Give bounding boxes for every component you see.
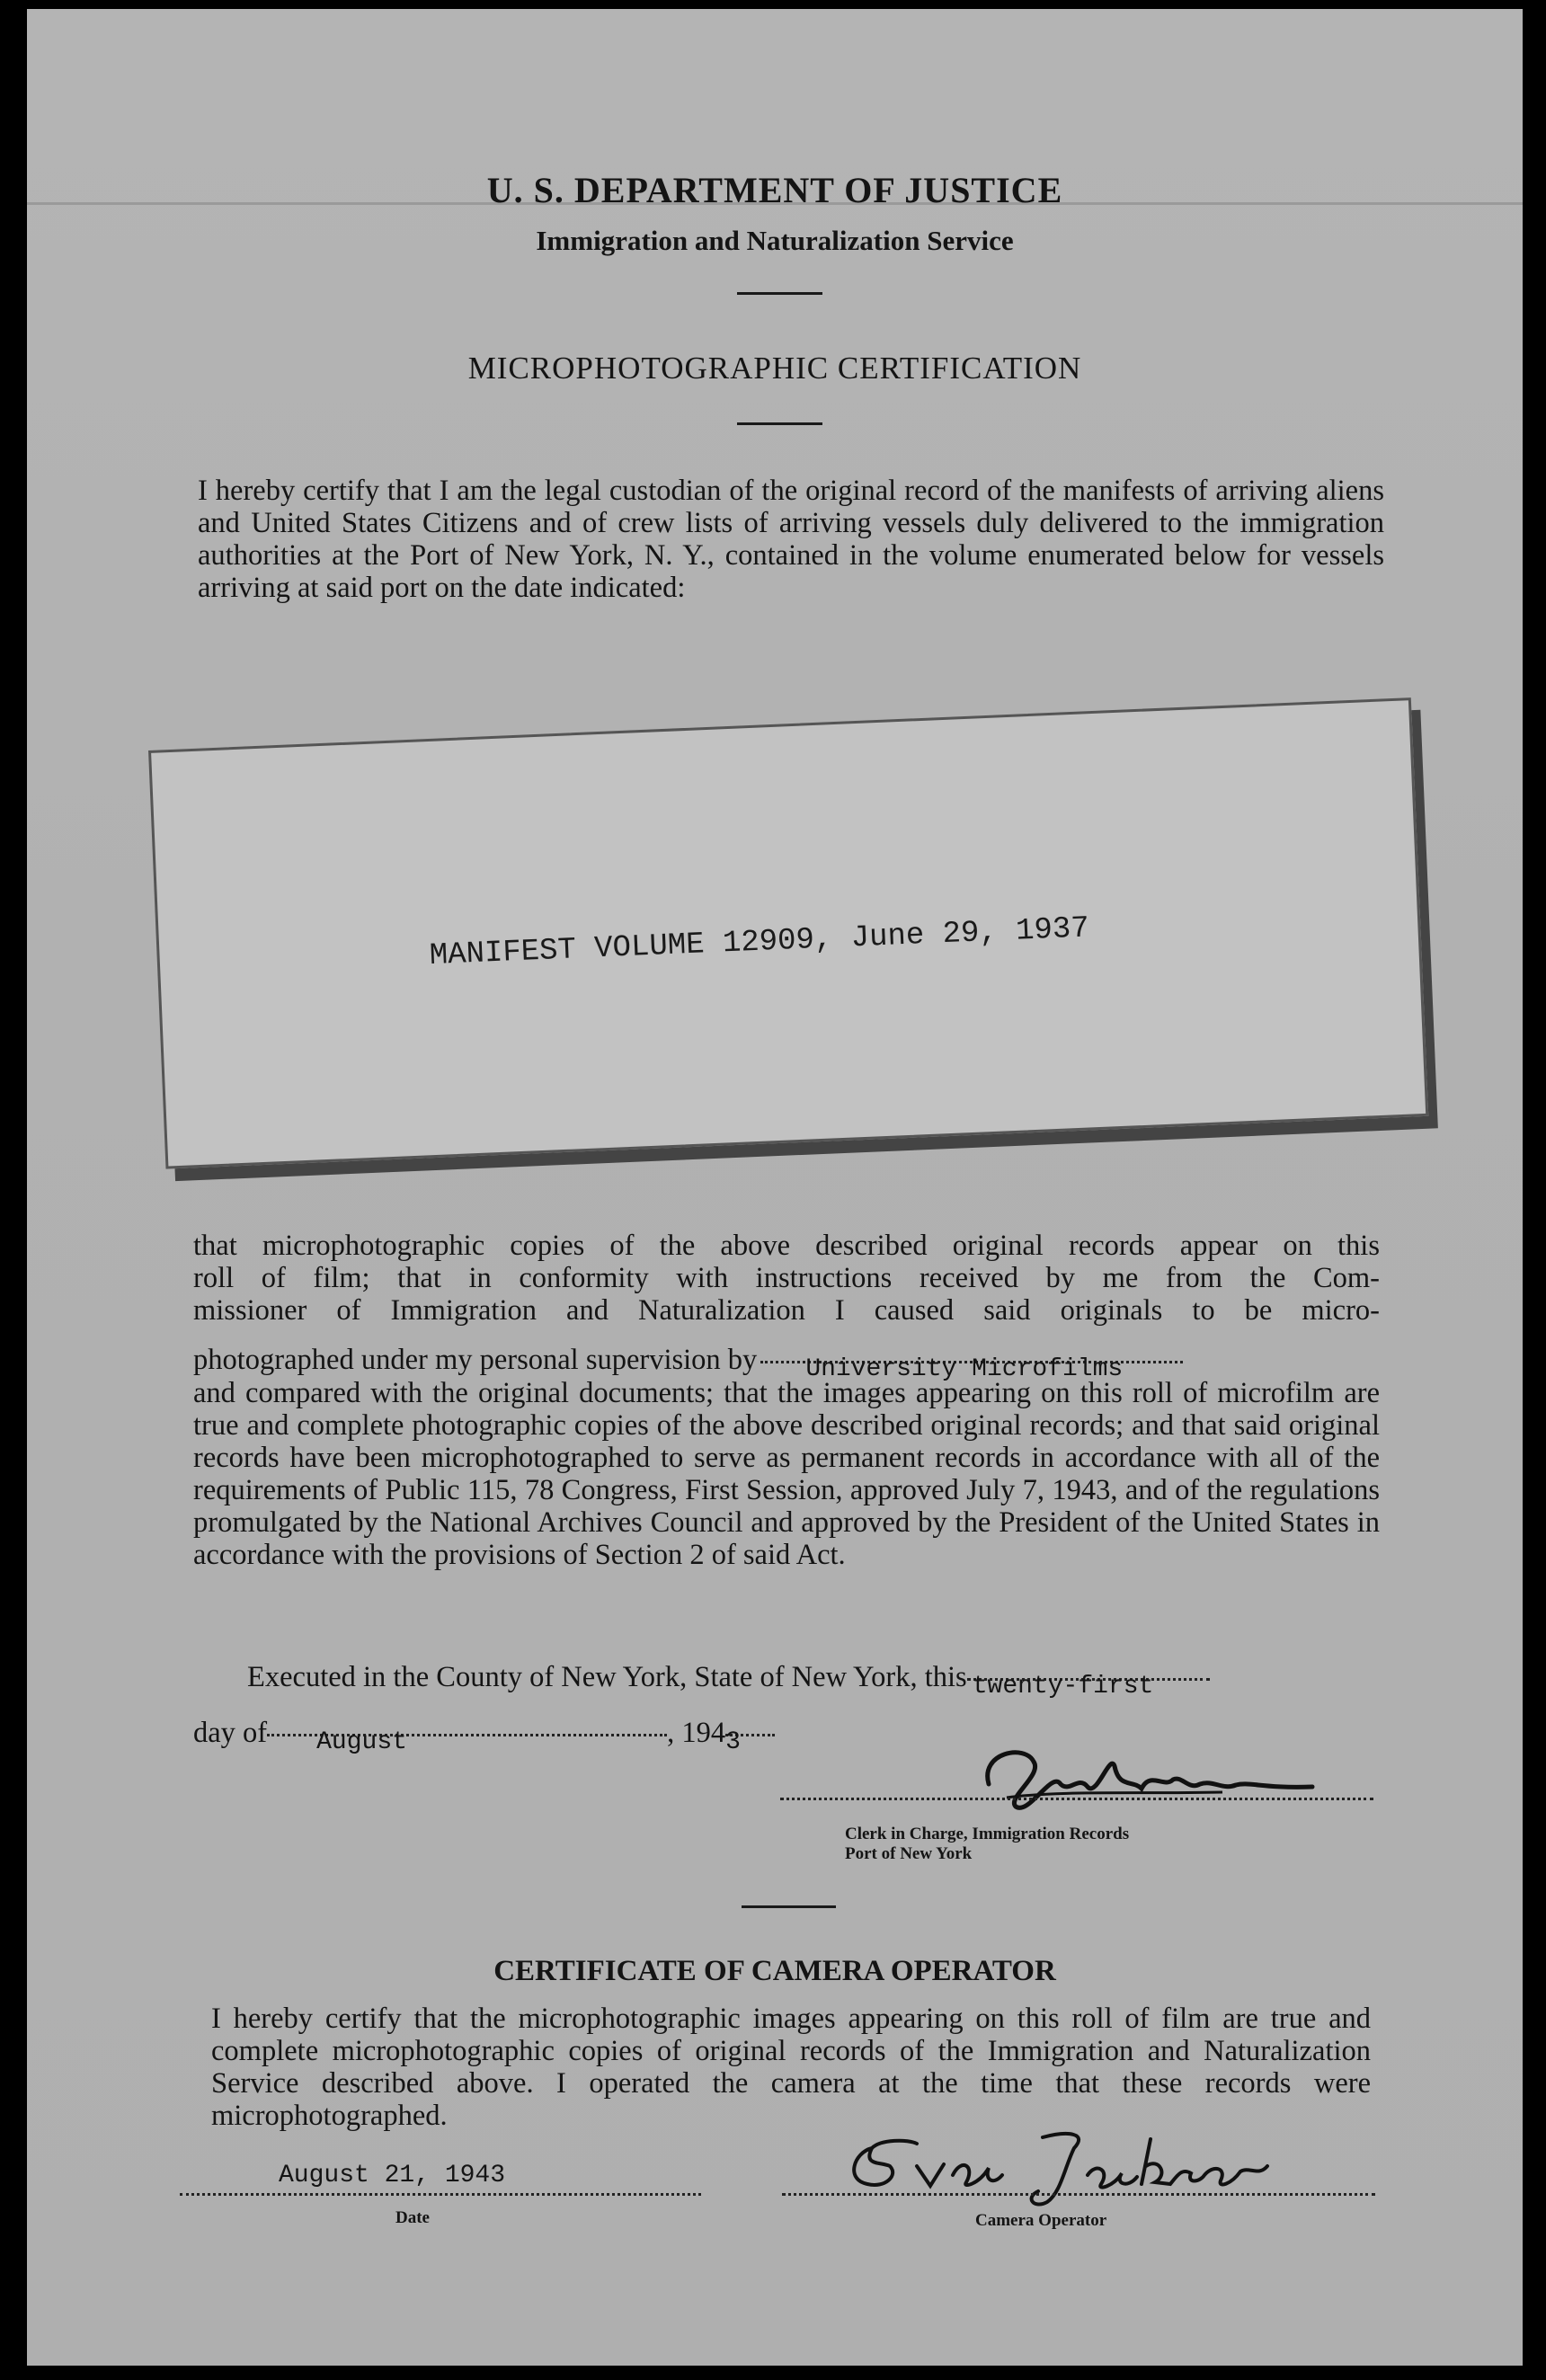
execution-day-field	[967, 1673, 1210, 1701]
operator-signature-image	[818, 2112, 1285, 2211]
photographed-by-line	[193, 1344, 1183, 1383]
photographed-by-prefix: photographed under my personal supervision by	[193, 1344, 758, 1376]
certificate-title: MICROPHOTOGRAPHIC CERTIFICATION	[467, 351, 1082, 386]
divider	[742, 1905, 836, 1908]
month-field	[267, 1728, 667, 1756]
month-value: August	[316, 1728, 407, 1756]
volume-label-card	[148, 697, 1428, 1168]
photographed-by-value: University Microfilms	[805, 1355, 1124, 1383]
body-line: roll of film; that in conformity with instructions received by me from the Com-	[193, 1262, 1380, 1294]
clerk-title	[845, 1825, 1129, 1864]
certificate-page	[27, 9, 1523, 2366]
volume-label: MANIFEST VOLUME 12909, June 29, 1937	[429, 911, 1090, 974]
divider	[737, 422, 822, 425]
photographed-by-field	[760, 1355, 1183, 1383]
body-remainder: and compared with the original documents; that the images appearing on this roll of microfilm are true and complete photographic copies of the above described original records; and that said original records have been microphotographed to serve as permanent records in accordance with all of the requirements of Public 115, 78 Congress, First Session, approved July 7, 1943, and of the regulations promulgated by the National Archives Council and approved by the President of the United States in accordance with the provisions of Section 2 of said Act.	[193, 1377, 1380, 1571]
execution-day-value: twenty-first	[972, 1673, 1154, 1701]
department-heading: U. S. DEPARTMENT OF JUSTICE	[486, 170, 1063, 210]
body-line: missioner of Immigration and Naturalization I caused said originals to be micro-	[193, 1294, 1380, 1327]
execution-date-line	[193, 1717, 775, 1756]
date-label: Date	[395, 2208, 430, 2227]
operator-label: Camera Operator	[975, 2211, 1107, 2230]
clerk-signature-line	[780, 1798, 1373, 1800]
camera-statement: I hereby certify that the microphotographic images appearing on this roll of film are true and complete microphotographic copies of original records of the Immigration and Naturalization Service described above. I operated the camera at the time that these records were microphotographed.	[211, 2003, 1371, 2132]
divider	[737, 292, 822, 295]
year-field	[725, 1728, 775, 1756]
date-line	[180, 2193, 701, 2196]
body-line: that microphotographic copies of the above described original records appear on this	[193, 1230, 1380, 1262]
clerk-title-line-2: Port of New York	[845, 1844, 973, 1863]
day-of-label: day of	[193, 1717, 268, 1749]
camera-operator-heading: CERTIFICATE OF CAMERA OPERATOR	[493, 1955, 1056, 1987]
execution-line	[247, 1661, 1210, 1701]
year-value: 3	[725, 1728, 741, 1756]
operator-signature-line	[782, 2193, 1375, 2196]
custodian-statement: I hereby certify that I am the legal custodian of the original record of the manifests of arriving aliens and United States Citizens and of crew lists of arriving vessels duly delivered to the immigration authorities at the Port of New York, N. Y., contained in the volume enumerated below for vessels arriving at said port on the date indicated:	[198, 475, 1384, 604]
clerk-signature-image	[953, 1735, 1330, 1825]
year-prefix: , 194	[667, 1717, 726, 1749]
execution-prefix: Executed in the County of New York, State of New York, this	[247, 1661, 967, 1693]
operator-date-value: August 21, 1943	[279, 2162, 506, 2189]
clerk-title-line-1: Clerk in Charge, Immigration Records	[845, 1825, 1130, 1843]
service-subheading: Immigration and Naturalization Service	[536, 225, 1014, 256]
